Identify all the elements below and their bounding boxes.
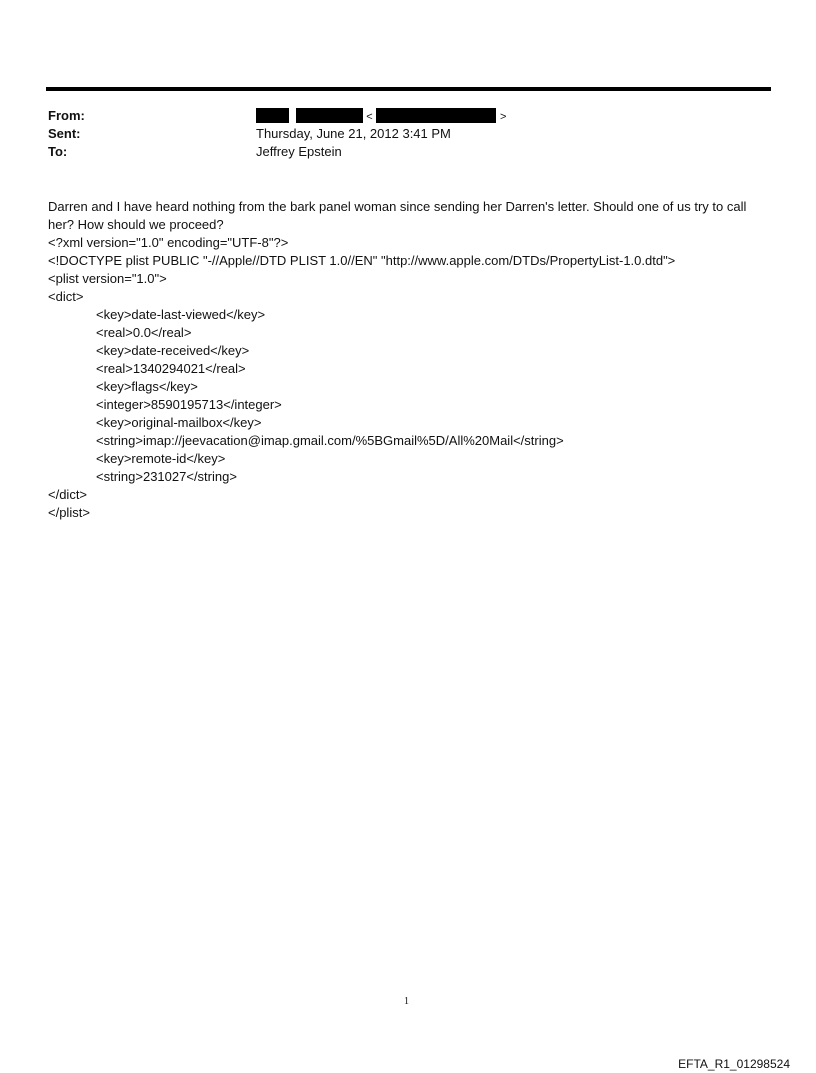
to-label: To:	[48, 144, 68, 159]
xml-line: <dict>	[48, 289, 84, 304]
redaction-block	[376, 108, 496, 123]
xml-line: <key>date-received</key>	[96, 343, 250, 358]
xml-line: <key>remote-id</key>	[96, 451, 226, 466]
from-value	[256, 107, 506, 126]
from-open-bracket: <	[366, 111, 373, 123]
xml-line: <string>imap://jeevacation@imap.gmail.com/%5BGmail%5D/All%20Mail</string>	[96, 433, 564, 448]
redaction-block	[256, 108, 289, 123]
xml-line: <string>231027</string>	[96, 469, 237, 484]
xml-line: </dict>	[48, 487, 88, 502]
redaction-block	[296, 108, 363, 123]
xml-line: <key>original-mailbox</key>	[96, 415, 262, 430]
from-label: From:	[48, 108, 85, 123]
xml-line: <integer>8590195713</integer>	[96, 397, 282, 412]
from-close-bracket: >	[499, 111, 507, 123]
page-number: 1	[404, 996, 409, 1007]
xml-line: <!DOCTYPE plist PUBLIC "-//Apple//DTD PLIST 1.0//EN" "http://www.apple.com/DTDs/PropertyList-1.0.dtd">	[48, 253, 676, 268]
bates-number: EFTA_R1_01298524	[678, 1057, 790, 1071]
header-rule	[46, 87, 771, 91]
xml-line: <real>1340294021</real>	[96, 361, 246, 376]
sent-label: Sent:	[48, 126, 81, 141]
sent-value: Thursday, June 21, 2012 3:41 PM	[256, 126, 451, 141]
to-value: Jeffrey Epstein	[256, 144, 342, 159]
xml-line: <key>date-last-viewed</key>	[96, 307, 266, 322]
xml-line: <plist version="1.0">	[48, 271, 167, 286]
xml-line: <?xml version="1.0" encoding="UTF-8"?>	[48, 235, 289, 250]
email-body	[48, 198, 768, 522]
xml-line: <key>flags</key>	[96, 379, 198, 394]
message-text: Darren and I have heard nothing from the bark panel woman since sending her Darren's letter. Should one of us try to call her? How should we proceed?	[48, 199, 747, 232]
xml-line: </plist>	[48, 505, 90, 520]
xml-line: <real>0.0</real>	[96, 325, 192, 340]
